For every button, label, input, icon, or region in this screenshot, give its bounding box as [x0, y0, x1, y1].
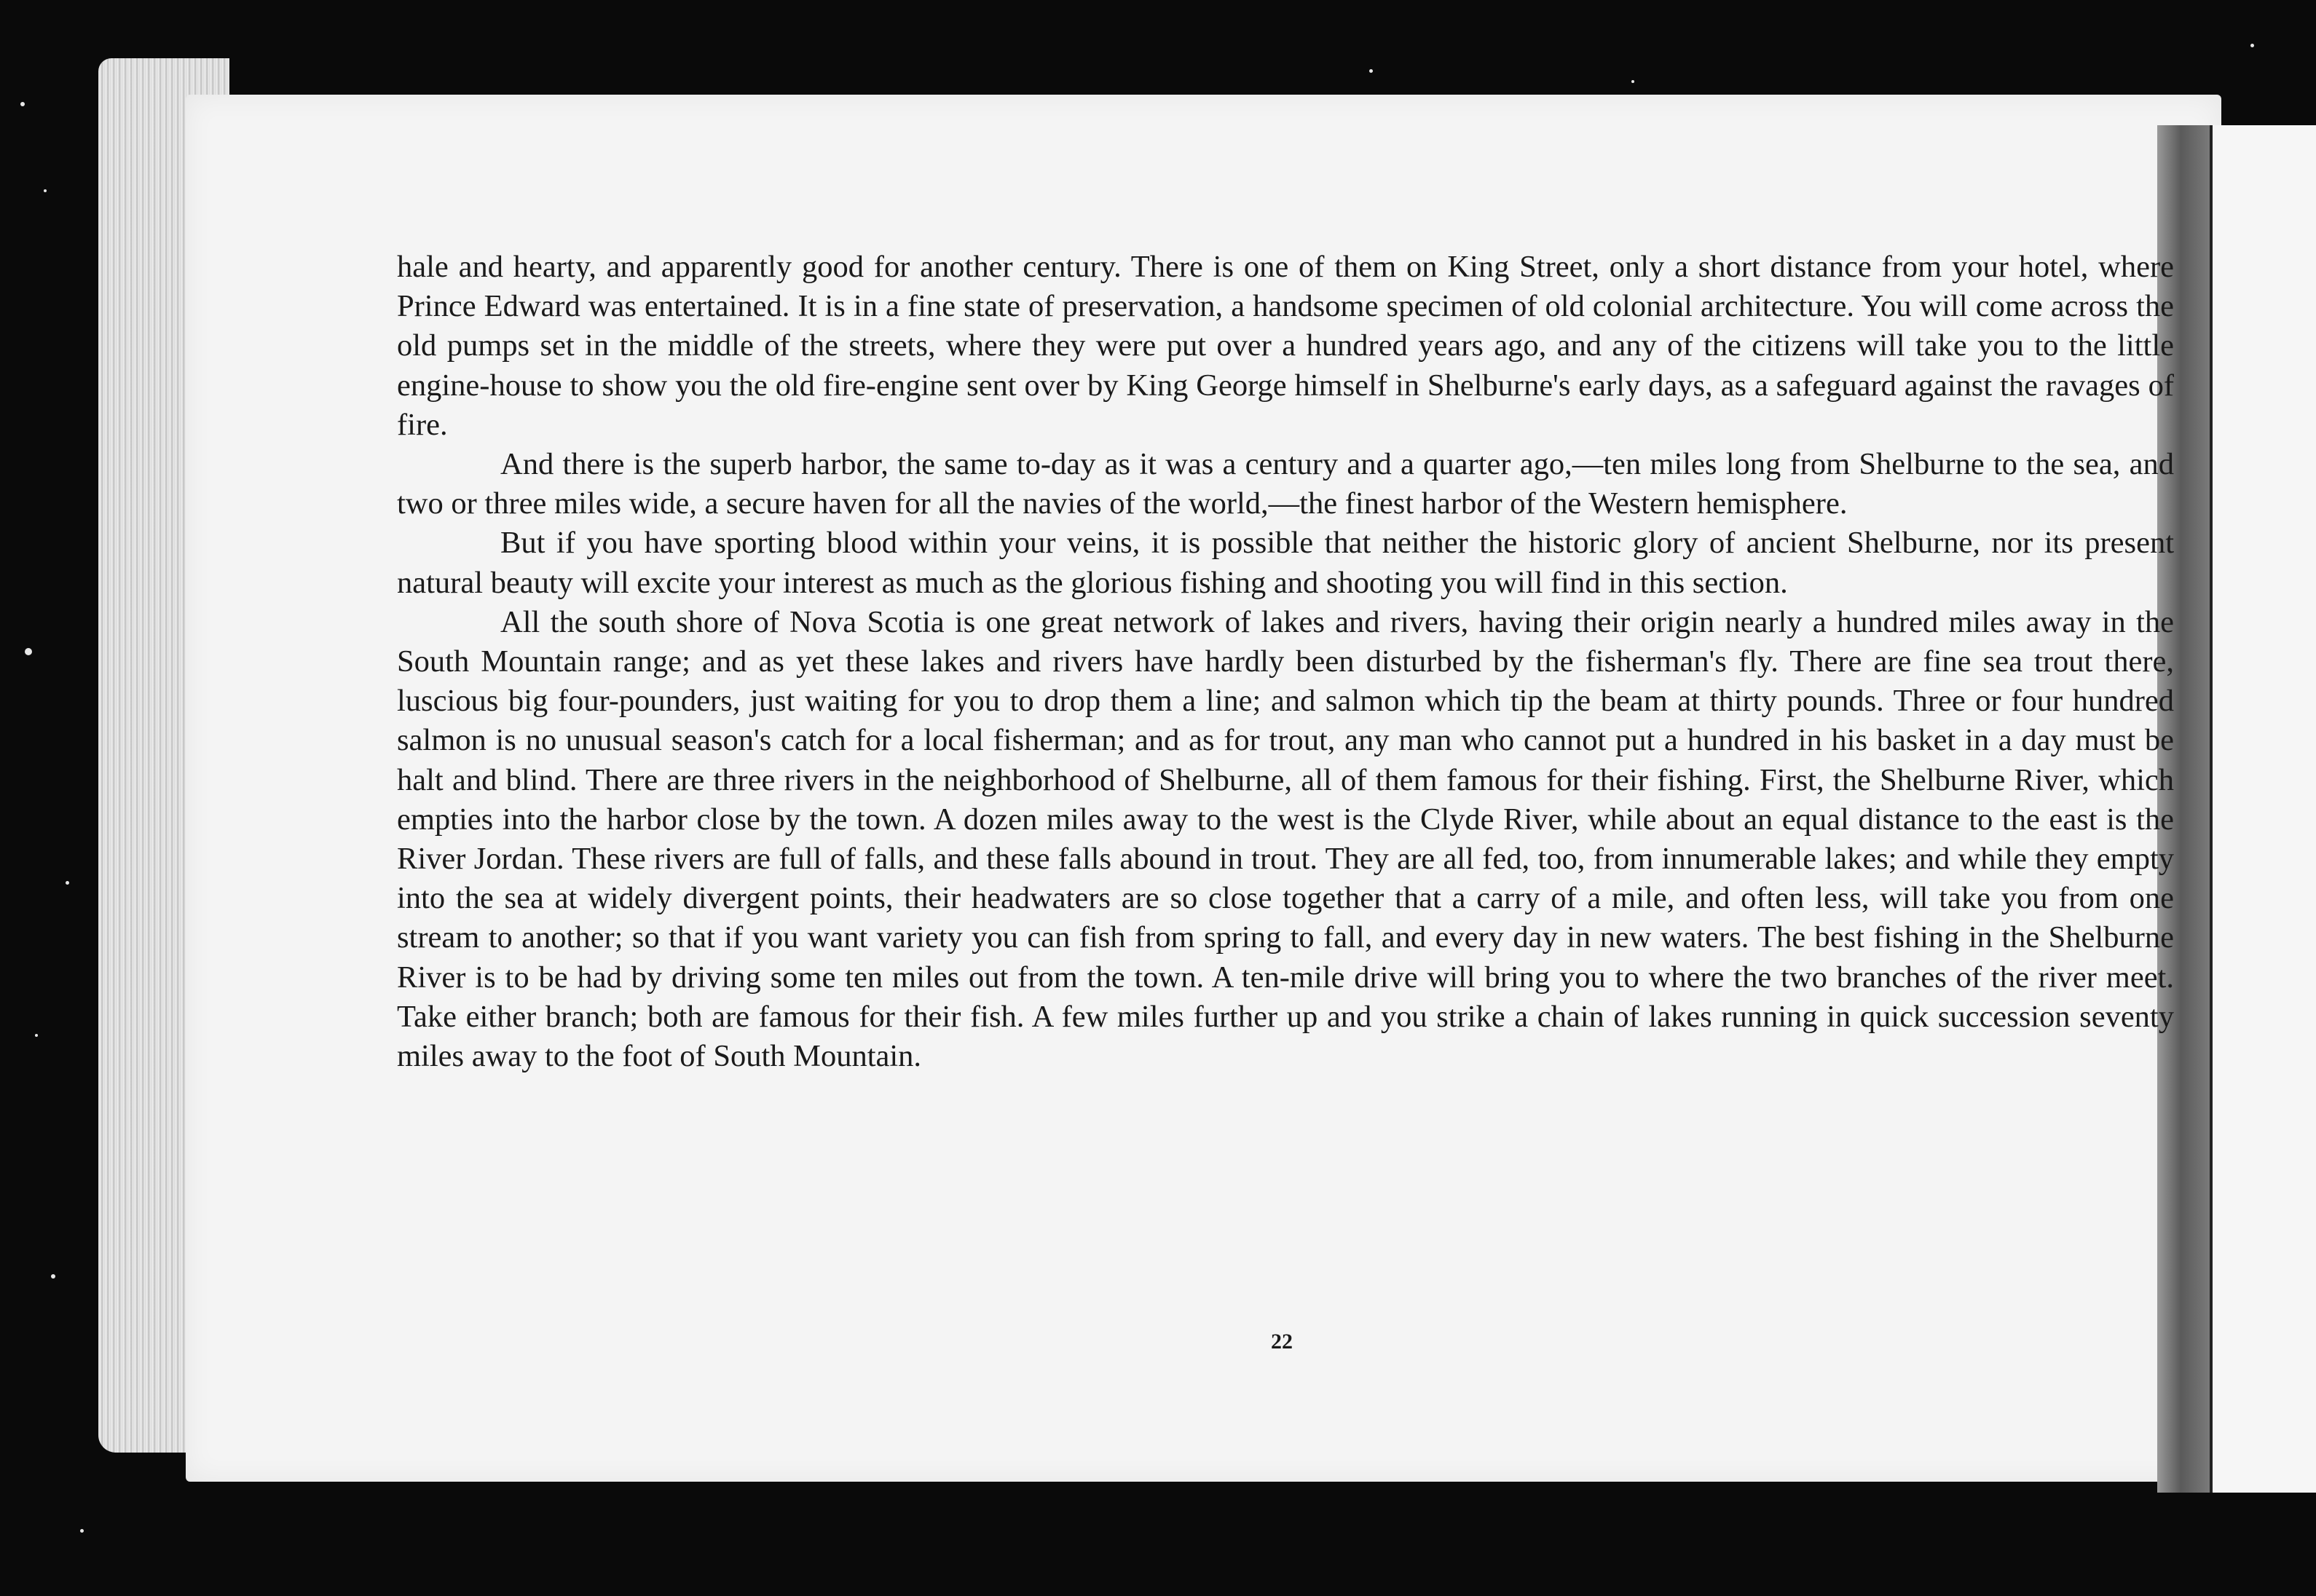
dust-speck [25, 648, 32, 655]
dust-speck [2250, 44, 2254, 47]
gutter-line [2210, 125, 2213, 1493]
paragraph: And there is the superb harbor, the same to-day as it was a century and a quarter ago,—ten miles long from Shelburne to the sea, and two or three miles wide, a secure haven for all the navies of the world,—the finest harbor of the Western hemisphere. [397, 447, 2174, 521]
dust-speck [51, 1274, 55, 1279]
dust-speck [35, 1034, 38, 1037]
dust-speck [1631, 80, 1634, 83]
dust-speck [44, 189, 47, 192]
dust-speck [66, 881, 69, 885]
paragraph: But if you have sporting blood within your veins, it is possible that neither the historic glory of ancient Shelburne, nor its present natural beauty will excite your interest as much as the glorious fishing and shooting you will find in this section. [397, 526, 2174, 600]
facing-page-edge [2210, 125, 2316, 1493]
dust-speck [1369, 69, 1373, 73]
paragraph: hale and hearty, and apparently good for another century. There is one of them on King Street, only a short distance from your hotel, where Prince Edward was entertained. It is in a fine state of preservation, a handsome specimen of old colonial architecture. You will come across the old pumps set in the middle of the streets, where they were put over a hundred years ago, and any of the citizens will take you to the little engine-house to show you the old fire-engine sent over by King George himself in Shelburne's early days, as a safeguard against the ravages of fire. [397, 250, 2174, 442]
paragraph: All the south shore of Nova Scotia is one great network of lakes and rivers, having their origin nearly a hundred miles away in the South Mountain range; and as yet these lakes and rivers have hardly been disturbed by the fisherman's fly. There are fine sea trout there, luscious big four-pounders, just waiting for you to drop them a line; and salmon which tip the beam at thirty pounds. Three or four hundred salmon is no unusual season's catch for a local fisherman; and as for trout, any man who cannot put a hundred in his basket in a day must be halt and blind. There are three rivers in the neighborhood of Shelburne, all of them famous for their fishing. First, the Shelburne River, which empties into the harbor close by the town. A dozen miles away to the west is the Clyde River, while about an equal distance to the east is the River Jordan. These rivers are full of falls, and these falls abound in trout. They are all fed, too, from innumerable lakes; and while they empty into the sea at widely divergent points, their headwaters are so close together that a carry of a mile, and often less, will take you from one stream to another; so that if you want variety you can fish from spring to fall, and every day in new waters. The best fishing in the Shelburne River is to be had by driving some ten miles out from the town. A ten-mile drive will bring you to where the two branches of the river meet. Take either branch; both are famous for their fish. A few miles further up and you strike a chain of lakes running in quick succession seventy miles away to the foot of South Mountain. [397, 604, 2174, 1074]
body-text [397, 248, 2174, 1311]
page-number: 22 [1271, 1330, 1293, 1354]
dust-speck [20, 102, 25, 106]
dust-speck [80, 1529, 84, 1533]
